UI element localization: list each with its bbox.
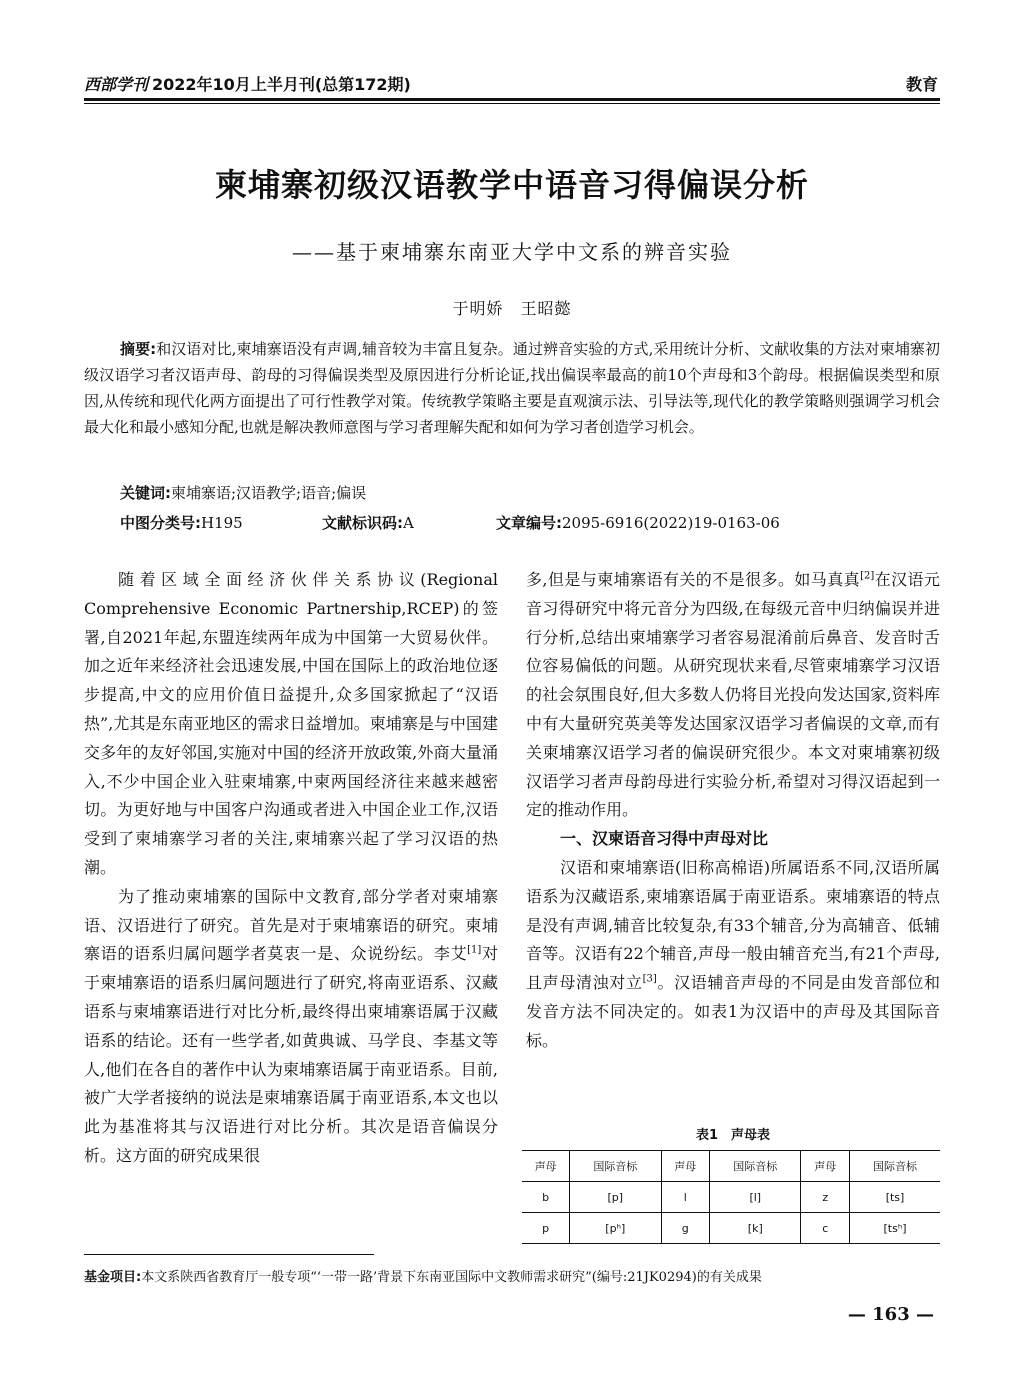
article-title: 柬埔寨初级汉语教学中语音习得偏误分析 (214, 166, 809, 204)
citation-ref: [2] (860, 570, 875, 582)
classification-line (120, 512, 940, 536)
running-header (84, 70, 940, 100)
table-header-cell: 声母 (522, 1151, 570, 1182)
table-cell: b (522, 1182, 570, 1213)
citation-ref: [3] (642, 973, 657, 985)
clc-value: H195 (201, 514, 243, 532)
right-p1-part2: 在汉语元音习得研究中将元音分为四级,在每级元音中归纳偏误并进行分析,总结出柬埔寨学习者容易混淆前后鼻音、发音时舌位容易偏低的问题。从研究现状来看,尽管柬埔寨学习汉语的社会氛围良好,但大多数人仍将目光投向发达国家,资料库中有大量研究英美等发达国家汉语学习者偏误的文章,而有关柬埔寨汉语学习者的偏误研究很少。本文对柬埔寨初级汉语学习者声母韵母进行实验分析,希望对习得汉语起到一定的推动作用。 (526, 570, 940, 820)
table-cell: [tsʰ] (850, 1213, 940, 1244)
funding-label: 基金项目: (84, 1270, 142, 1285)
table-header-row (522, 1151, 940, 1182)
section-heading: 一、汉柬语音习得中声母对比 (560, 829, 769, 849)
footnote-rule (84, 1254, 374, 1255)
header-section: 教育 (905, 75, 938, 94)
journal-logo: 西部学刊 (84, 75, 149, 94)
table-cell: p (522, 1213, 570, 1244)
table-caption: 表1 声母表 (695, 1128, 771, 1143)
abstract (84, 336, 940, 440)
table-cell: [pʰ] (570, 1213, 661, 1244)
left-paragraph-1: 随着区域全面经济伙伴关系协议(Regional Comprehensive Economic Partnership,RCEP)的签署,自2021年起,东盟连续两年成为中国第一大贸易伙伴。加之近年来经济社会迅速发展,中国在国际上的政治地位逐步提高,中文的应用价值日益提升,众多国家掀起了“汉语热”,尤其是东南亚地区的需求日益增加。柬埔寨是与中国建交多年的友好邻国,实施对中国的经济开放政策,外商大量涌入,不少中国企业入驻柬埔寨,中柬两国经济往来越来越密切。为更好地与中国客户沟通或者进入中国企业工作,汉语受到了柬埔寨学习者的关注,柬埔寨兴起了学习汉语的热潮。 (84, 570, 498, 877)
left-paragraph-2 (84, 883, 498, 1171)
article-subtitle: ——基于柬埔寨东南亚大学中文系的辨音实验 (292, 240, 732, 264)
table-cell: [l] (710, 1182, 801, 1213)
table-header-cell: 声母 (801, 1151, 850, 1182)
header-rule (84, 98, 940, 101)
clc-label: 中图分类号: (120, 514, 201, 532)
keywords-label: 关键词: (120, 484, 171, 502)
keywords (120, 482, 940, 503)
table-header-cell: 国际音标 (710, 1151, 801, 1182)
table-cell: [p] (570, 1182, 661, 1213)
table-header-cell: 声母 (661, 1151, 710, 1182)
table-row (522, 1213, 940, 1244)
right-p1-part1: 多,但是与柬埔寨语有关的不是很多。如马真真 (526, 570, 861, 589)
table-cell: g (661, 1213, 710, 1244)
art-label: 文章编号: (496, 514, 562, 532)
table-cell: z (801, 1182, 850, 1213)
clc-code (120, 512, 243, 533)
right-paragraph-2 (526, 854, 940, 1056)
doc-label: 文献标识码: (322, 514, 403, 532)
table-header-cell: 国际音标 (850, 1151, 940, 1182)
left-column (84, 566, 498, 1171)
table-row (522, 1182, 940, 1213)
left-p2-part1: 为了推动柬埔寨的国际中文教育,部分学者对柬埔寨语、汉语进行了研究。首先是对于柬埔寨语的研究。柬埔寨语的语系归属问题学者莫衷一是、众说纷纭。李艾 (84, 886, 498, 964)
right-p2-part1: 汉语和柬埔寨语(旧称高棉语)所属语系不同,汉语所属语系为汉藏语系,柬埔寨语属于南亚语系。柬埔寨语的特点是没有声调,辅音比较复杂,有33个辅音,分为高辅音、低辅音等。汉语有22个辅音,声母一般由辅音充当,有21个声母,且声母清浊对立 (526, 857, 940, 993)
abstract-text: 和汉语对比,柬埔寨语没有声调,辅音较为丰富且复杂。通过辨音实验的方式,采用统计分析、文献收集的方法对柬埔寨初级汉语学习者汉语声母、韵母的习得偏误类型及原因进行分析论证,找出偏误率最高的前10个声母和3个韵母。根据偏误类型和原因,从传统和现代化两方面提出了可行性教学对策。传统教学策略主要是直观演示法、引导法等,现代化的教学策略则强调学习机会最大化和最小感知分配,也就是解决教师意图与学习者理解失配和如何为学习者创造学习机会。 (84, 340, 941, 436)
funding-footnote (84, 1266, 940, 1285)
article-number (496, 512, 780, 533)
art-value: 2095-6916(2022)19-0163-06 (562, 514, 780, 532)
keywords-text: 柬埔寨语;汉语教学;语音;偏误 (171, 484, 367, 502)
right-p2-part2: 。汉语辅音声母的不同是由发音部位和发音方法不同决定的。如表1为汉语中的声母及其国际音标。 (526, 973, 940, 1050)
page-number: — 163 — (847, 1304, 934, 1325)
issue-info: 2022年10月上半月刊(总第172期) (152, 75, 411, 94)
funding-text: 本文系陕西省教育厅一般专项“‘一带一路’背景下东南亚国际中文教师需求研究”(编号:21JK0294)的有关成果 (141, 1270, 762, 1285)
table-cell: [k] (710, 1213, 801, 1244)
header-rule-thin (84, 103, 940, 104)
citation-ref: [1] (467, 945, 482, 957)
right-column (526, 566, 940, 1056)
table-header-cell: 国际音标 (570, 1151, 661, 1182)
doc-value: A (403, 514, 414, 532)
table-cell: l (661, 1182, 710, 1213)
doc-code (322, 512, 414, 533)
table-cell: c (801, 1213, 850, 1244)
table-cell: [ts] (850, 1182, 940, 1213)
right-paragraph-1 (526, 566, 940, 825)
abstract-label: 摘要: (120, 340, 157, 358)
header-issue (84, 72, 411, 95)
initials-table (522, 1150, 940, 1244)
left-p2-part2: 对于柬埔寨语的语系归属问题进行了研究,将南亚语系、汉藏语系与柬埔寨语进行对比分析,最终得出柬埔寨语属于汉藏语系的结论。还有一些学者,如黄典诚、马学良、李基文等人,他们在各自的著作中认为柬埔寨语属于南亚语系。目前,被广大学者接纳的说法是柬埔寨语属于南亚语系,本文也以此为基准将其与汉语进行对比分析。其次是语音偏误分析。这方面的研究成果很 (84, 944, 498, 1165)
authors: 于明娇 王昭懿 (452, 299, 572, 318)
